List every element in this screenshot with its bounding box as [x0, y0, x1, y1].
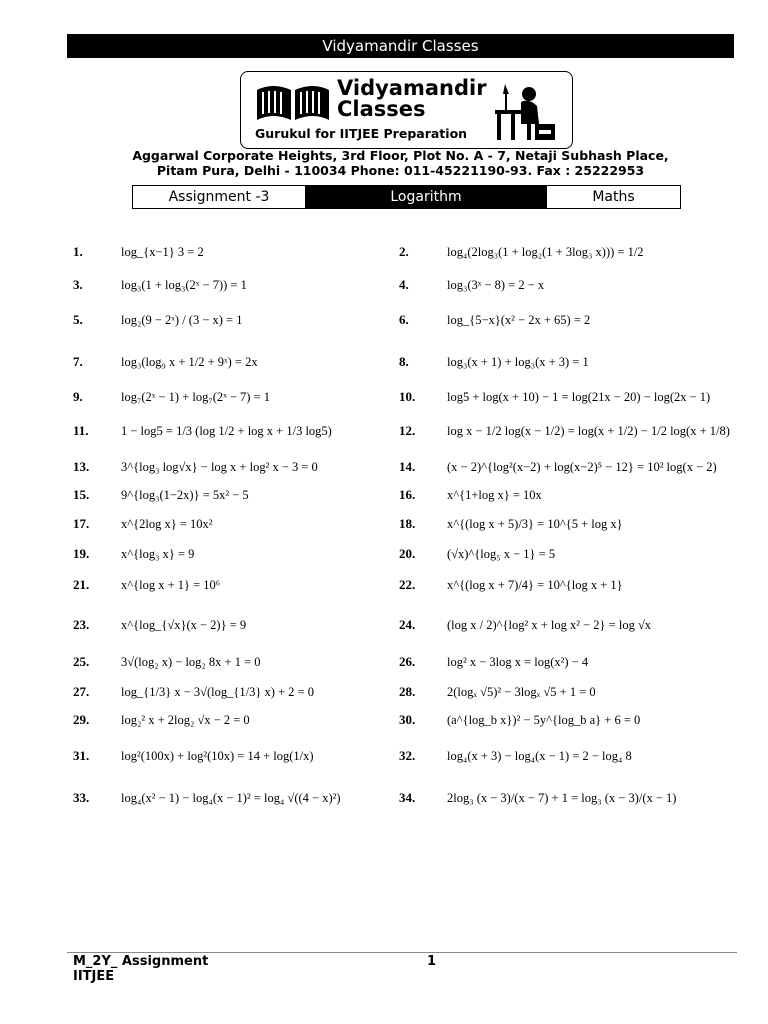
question-expression: 3√(log₂ x) − log₂ 8x + 1 = 0 — [121, 655, 261, 669]
question-number: 25. — [73, 654, 90, 669]
question-number: 21. — [73, 577, 90, 592]
question-expression: x^{2log x} = 10x² — [121, 517, 213, 531]
book-icon — [253, 82, 333, 122]
question-expression: log₇(2ˣ − 1) + log₇(2ˣ − 7) = 1 — [121, 390, 270, 404]
subject-label: Maths — [592, 189, 635, 205]
question-number: 24. — [399, 617, 416, 632]
question-expression: (√x)^{log₅ x − 1} = 5 — [447, 547, 556, 561]
footer-code-line-2: IITJEE — [73, 969, 115, 984]
question-expression: x^{(log x + 5)/3} = 10^{5 + log x} — [447, 517, 623, 531]
question-expression: log² x − 3log x = log(x²) − 4 — [447, 655, 589, 669]
logo — [240, 71, 573, 149]
question-expression: log₃(3ˣ − 8) = 2 − x — [447, 278, 545, 292]
question-number: 2. — [399, 244, 409, 259]
question-expression: 3^{log₃ log√x} − log x + log² x − 3 = 0 — [121, 460, 318, 474]
question-number: 6. — [399, 312, 409, 327]
assignment-info-bar — [132, 185, 681, 209]
student-at-desk-icon — [491, 80, 563, 142]
question-number: 7. — [73, 354, 83, 369]
topic-label: Logarithm — [305, 186, 547, 208]
question-expression: log₃(log₉ x + 1/2 + 9ˣ) = 2x — [121, 355, 258, 369]
question-number: 10. — [399, 389, 416, 404]
question-number: 11. — [73, 423, 89, 438]
question-number: 13. — [73, 459, 90, 474]
question-number: 9. — [73, 389, 83, 404]
question-expression: 2(logₓ √5)² − 3logₓ √5 + 1 = 0 — [447, 685, 596, 699]
question-expression: log_{5−x}(x² − 2x + 65) = 2 — [447, 313, 591, 327]
brand-line-2: Classes — [337, 97, 426, 121]
question-number: 15. — [73, 487, 90, 502]
question-expression: log₄(x + 3) − log₄(x − 1) = 2 − log₄ 8 — [447, 749, 632, 763]
question-number: 4. — [399, 277, 409, 292]
question-expression: (a^{log_b x})² − 5y^{log_b a} + 6 = 0 — [447, 713, 641, 727]
address-line-2: Pitam Pura, Delhi - 110034 Phone: 011-45221190-93. Fax : 25222953 — [156, 163, 645, 178]
header-title: Vidyamandir Classes — [322, 37, 479, 55]
footer-code — [73, 954, 208, 984]
address-line-1: Aggarwal Corporate Heights, 3rd Floor, Plot No. A - 7, Netaji Subhash Place, — [132, 148, 669, 163]
question-expression: x^{log x + 1} = 10⁶ — [121, 578, 221, 592]
question-number: 32. — [399, 748, 416, 763]
footer-code-line-1: M_2Y_ Assignment — [73, 954, 209, 969]
question-expression: 1 − log5 = 1/3 (log 1/2 + log x + 1/3 log5) — [121, 424, 332, 438]
question-number: 23. — [73, 617, 90, 632]
logo-brand — [337, 78, 487, 120]
header-bar — [67, 34, 734, 58]
question-number: 34. — [399, 790, 416, 805]
question-expression: 9^{log₃(1−2x)} = 5x² − 5 — [121, 488, 249, 502]
question-expression: log₄(2log₃(1 + log₂(1 + 3log₃ x))) = 1/2 — [447, 245, 644, 259]
logo-tagline: Gurukul for IITJEE Preparation — [255, 126, 468, 141]
question-number: 17. — [73, 516, 90, 531]
question-expression: log_{x−1} 3 = 2 — [121, 245, 204, 259]
question-expression: log_{1/3} x − 3√(log_{1/3} x) + 2 = 0 — [121, 685, 314, 699]
question-number: 33. — [73, 790, 90, 805]
question-number: 12. — [399, 423, 416, 438]
question-number: 20. — [399, 546, 416, 561]
question-number: 22. — [399, 577, 416, 592]
question-expression: (log x / 2)^{log² x + log x² − 2} = log √x — [447, 618, 652, 632]
question-number: 26. — [399, 654, 416, 669]
question-number: 28. — [399, 684, 416, 699]
question-number: 31. — [73, 748, 90, 763]
question-number: 18. — [399, 516, 416, 531]
question-expression: log²(100x) + log²(10x) = 14 + log(1/x) — [121, 749, 314, 763]
question-expression: log x − 1/2 log(x − 1/2) = log(x + 1/2) − 1/2 log(x + 1/8) — [447, 424, 730, 438]
question-number: 30. — [399, 712, 416, 727]
question-expression: log₂² x + 2log₂ √x − 2 = 0 — [121, 713, 250, 727]
question-number: 29. — [73, 712, 90, 727]
question-number: 3. — [73, 277, 83, 292]
question-expression: x^{log₃ x} = 9 — [121, 547, 195, 561]
question-expression: 2log₃ (x − 3)/(x − 7) + 1 = log₃ (x − 3)/(x − 1) — [447, 791, 677, 805]
question-number: 8. — [399, 354, 409, 369]
question-expression: x^{(log x + 7)/4} = 10^{log x + 1} — [447, 578, 623, 592]
assignment-label: Assignment -3 — [168, 189, 270, 205]
page-number: 1 — [427, 954, 437, 969]
question-expression: x^{1+log x} = 10x — [447, 488, 542, 502]
question-expression: log₂(9 − 2ˣ) / (3 − x) = 1 — [121, 313, 243, 327]
question-expression: log₄(x² − 1) − log₄(x − 1)² = log₄ √((4 − x)²) — [121, 791, 341, 805]
question-number: 14. — [399, 459, 416, 474]
question-expression: log5 + log(x + 10) − 1 = log(21x − 20) − log(2x − 1) — [447, 390, 711, 404]
question-expression: log₃(x + 1) + log₃(x + 3) = 1 — [447, 355, 589, 369]
question-number: 27. — [73, 684, 90, 699]
question-expression: x^{log_{√x}(x − 2)} = 9 — [121, 618, 247, 632]
brand-line-1: Vidyamandir — [337, 76, 487, 100]
question-expression: (x − 2)^{log²(x−2) + log(x−2)⁵ − 12} = 10² log(x − 2) — [447, 460, 717, 474]
question-number: 1. — [73, 244, 83, 259]
footer-divider — [67, 952, 737, 953]
question-number: 5. — [73, 312, 83, 327]
question-number: 19. — [73, 546, 90, 561]
question-expression: log₃(1 + log₃(2ˣ − 7)) = 1 — [121, 278, 247, 292]
question-number: 16. — [399, 487, 416, 502]
